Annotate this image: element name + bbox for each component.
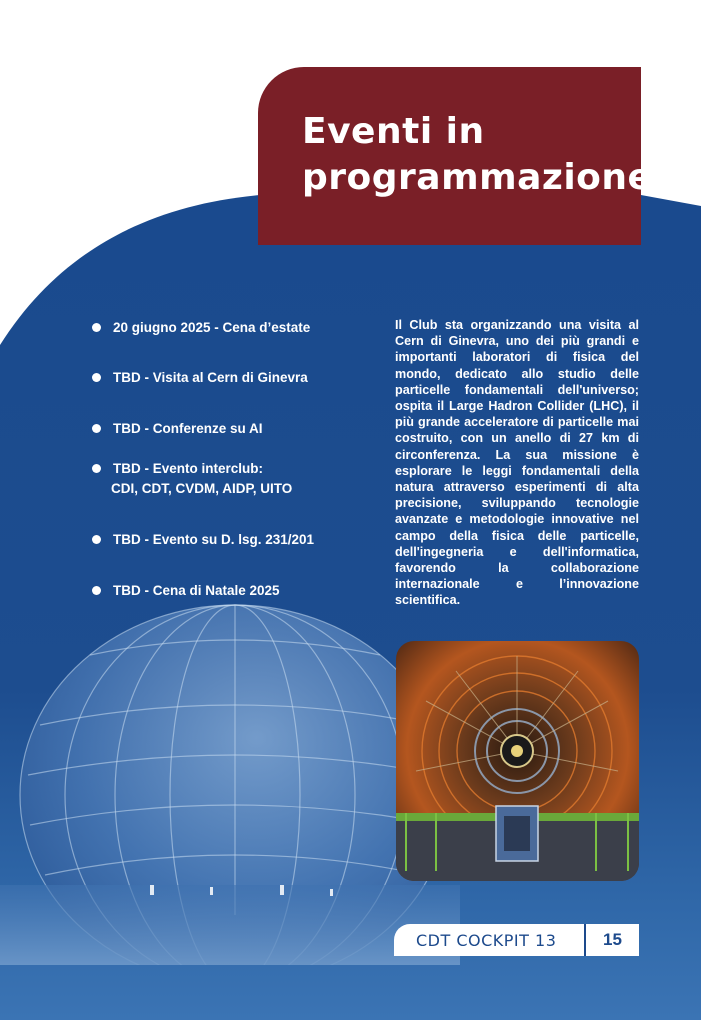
event-item-christmas-dinner	[92, 581, 362, 601]
event-item-summer-dinner	[92, 318, 362, 338]
globe-dome-illustration	[0, 585, 460, 965]
event-subtext: CDI, CDT, CVDM, AIDP, UITO	[111, 481, 293, 496]
event-text: TBD - Visita al Cern di Ginevra	[113, 370, 308, 385]
event-text: TBD - Evento su D. lsg. 231/201	[113, 532, 315, 547]
page-title-line-1: Eventi in	[302, 111, 485, 152]
event-item-cern-visit	[92, 368, 362, 388]
publication-name: CDT COCKPIT 13	[416, 931, 557, 950]
event-text: TBD - Evento interclub:	[113, 461, 264, 476]
page-number: 15	[603, 930, 622, 949]
event-item-interclub	[92, 459, 362, 499]
event-text: 20 giugno 2025 - Cena d’estate	[113, 320, 311, 335]
cern-description: Il Club sta organizzando una visita al Cern di Ginevra, uno dei più grandi e importanti laboratori di fisica del mondo, dedicato allo studio delle particelle fondamentali dell'universo; ospita il Large Hadron Collider (LHC), il più grande acceleratore di particelle mai costruito, con un anello di 27 km di circonferenza. La sua missione è esplorare le leggi fondamentali della natura attraverso esperimenti di alta precisione, sviluppando tecnologie avanzate e metodologie innovative nel campo della fisica delle particelle, dell'ingegneria e dell'informatica, favorendo la collaborazione internazionale e l’innovazione scientifica.	[395, 318, 639, 608]
lhc-detector-photo	[396, 641, 639, 881]
event-item-dlgs-231	[92, 530, 362, 550]
bullet-icon	[92, 535, 101, 544]
bullet-icon	[92, 373, 101, 382]
bullet-icon	[92, 323, 101, 332]
footer-bar	[394, 924, 639, 956]
event-item-ai-conferences	[92, 419, 362, 439]
bullet-icon	[92, 424, 101, 433]
event-text: TBD - Cena di Natale 2025	[113, 583, 280, 598]
page-title-line-2: programmazione	[302, 157, 653, 198]
section-title-box	[258, 67, 653, 245]
bullet-icon	[92, 586, 101, 595]
event-text: TBD - Conferenze su AI	[113, 421, 263, 436]
bullet-icon	[92, 464, 101, 473]
